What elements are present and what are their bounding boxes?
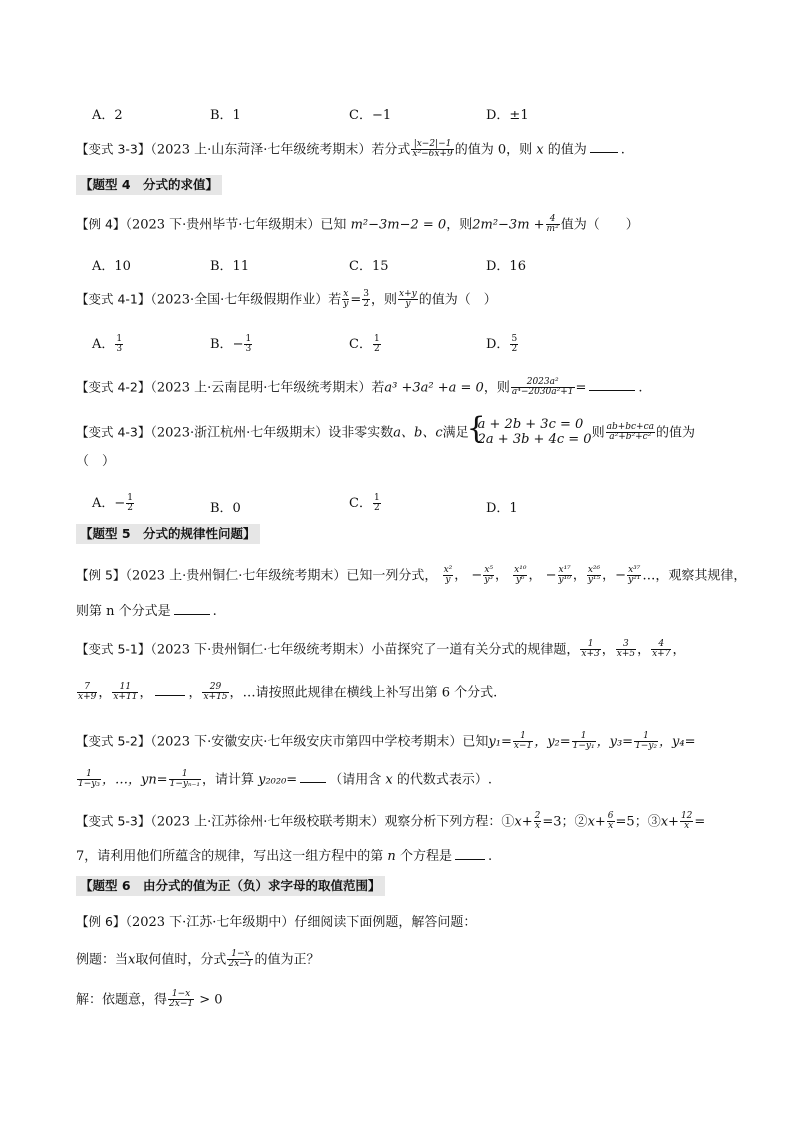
fraction: $\frac{x+y}{y}$	[399, 289, 417, 310]
option-c: C．15	[349, 259, 389, 274]
question-4-3	[76, 418, 695, 448]
fraction: $\frac{ab+bc+ca}{\text{a²+b²+c²}}$	[606, 422, 654, 443]
text: .	[620, 142, 625, 158]
question-source: （2023 下·贵州毕节·七年级期末）	[125, 217, 321, 233]
option-c: C． $\frac{1}{2}$	[349, 492, 380, 513]
option-d: D．16	[486, 259, 526, 274]
fraction: $\frac{4}{\text{m²}}$	[546, 214, 559, 235]
text: =	[350, 292, 362, 308]
example-problem: 例题：当x取何值时，分式 $\frac{1-x}{2x-1}$ 的值为正？	[76, 949, 320, 970]
answer-blank[interactable]	[174, 613, 210, 615]
question-5-1-line2: $\frac{7}{x+9}$ ， $\frac{11}{x+11}$ ， ， $\frac{29}{x+15}$ ，…请按照此规律在横线上补写出第 6 个分式.	[78, 682, 498, 703]
example-5-line2: 则第 n 个分式是 .	[76, 604, 217, 619]
option-b: B．1	[210, 108, 241, 123]
text: 的值为 0，则	[454, 142, 533, 158]
question-source: （2023·全国·七年级假期作业）	[150, 292, 329, 308]
question-5-3-line2: 7，请利用他们所蕴含的规律，写出这一组方程中的第 n 个方程是 .	[76, 849, 493, 864]
text: 已知一列分式，	[346, 568, 438, 584]
question-source: （2023·浙江杭州·七年级期末）	[150, 425, 329, 441]
example-4	[76, 215, 639, 235]
question-source: （2023 上·江苏徐州·七年级校联考期末）	[150, 814, 385, 830]
question-tag: 【例 4】	[76, 216, 126, 232]
option-b: B．11	[210, 259, 250, 274]
question-tag: 【变式 3-3】	[76, 141, 151, 157]
option-d: D． $\frac{5}{2}$	[486, 333, 518, 354]
option-a: A．10	[92, 259, 131, 274]
fraction: $\frac{x}{y}$	[343, 289, 349, 310]
equation: m²−3m−2 = 0	[350, 217, 447, 233]
text: 若分式	[371, 142, 411, 158]
option-d: D．1	[486, 501, 518, 516]
section-header-5: 【题型 5 分式的规律性问题】	[76, 524, 260, 544]
answer-blank[interactable]	[589, 389, 635, 391]
text: 则	[591, 425, 605, 441]
question-source: （2023 上·贵州铜仁·七年级统考期末）	[125, 568, 347, 584]
text: 若	[371, 380, 385, 396]
text: 的值为	[656, 425, 696, 441]
question-4-2	[76, 378, 643, 398]
solution: 解：依题意，得 $\frac{1-x}{2x-1}$ > 0	[76, 989, 223, 1010]
option-a: A． $\frac{1}{3}$	[92, 333, 123, 354]
option-a: A．− $\frac{1}{2}$	[92, 492, 134, 513]
fraction-sequence: $\frac{\text{x²}}{y}$ ， − $\frac{\text{x⁵}}{\text{y³}}$ ， $\frac{\text{x¹⁰}}{\text{y⁶}}$ ， − $\frac{\text{x¹⁷}}{\text{y¹⁰}}$ ， $\frac{\text{x²⁶}}{\text{y¹⁵}}$ ，− $\frac{\text{x³⁷}}{\text{y²¹}}$	[443, 565, 641, 586]
option-d: D．±1	[486, 108, 529, 123]
text: ，则	[446, 217, 473, 233]
question-tag: 【变式 4-3】	[76, 424, 151, 440]
question-source: （2023 下·安徽安庆·七年级安庆市第四中学校考期末）	[150, 734, 463, 750]
text: 满足	[442, 425, 469, 441]
question-source: （2023 上·山东菏泽·七年级统考期末）	[150, 142, 372, 158]
question-tag: 【变式 5-2】	[76, 733, 151, 749]
section-header-4: 【题型 4 分式的求值】	[76, 175, 222, 195]
answer-blank[interactable]	[155, 694, 185, 696]
question-4-1	[76, 290, 497, 310]
question-tag: 【变式 4-2】	[76, 379, 151, 395]
fraction: $\frac{|x-2|-1}{\text{x²−6x+9}}$	[412, 139, 453, 160]
text: 的值为（ ）	[418, 292, 497, 308]
fraction: $\frac{\text{2023a²}}{\text{a⁴−2030a²+1}}$	[511, 377, 574, 398]
option-b: B．− $\frac{1}{3}$	[210, 333, 252, 354]
equation-system: { a + 2b + 3c = 0 2a + 3b + 4c = 0	[469, 418, 592, 448]
variables: a、b、c	[393, 425, 443, 441]
answer-blank[interactable]	[455, 858, 485, 860]
question-5-2-line2: $\frac{1}{\text{1−y₃}}$ ，…，yn= $\frac{1}{\text{1−yₙ₋₁}}$ ，请计算 y₂₀₂₀= （请用含 x 的代数式表示）.	[78, 769, 492, 790]
question-5-2: 【变式 5-2】（2023 下·安徽安庆·七年级安庆市第四中学校考期末）已知y₁= $\frac{1}{x-1}$ ，y₂= $\frac{1}{\text{1−y₁}}$ ，y₃= $\frac{1}{\text{1−y₂}}$ ，y₄=	[76, 731, 696, 752]
equation: a³ +3a² +a = 0	[384, 380, 484, 396]
variable: x	[536, 142, 544, 158]
answer-blank[interactable]	[300, 781, 326, 783]
question-5-1: 【变式 5-1】（2023 下·贵州铜仁·七年级统考期末）小苗探究了一道有关分式的规律题， $\frac{1}{x+3}$ ， $\frac{3}{x+5}$ ， $\frac{4}{x+7}$ ，	[76, 639, 686, 660]
option-c: C．−1	[349, 108, 392, 123]
text: 若	[328, 292, 342, 308]
text: .	[638, 380, 643, 396]
question-source: （2023 下·江苏·七年级期中）	[125, 915, 295, 930]
answer-blank[interactable]	[590, 151, 618, 153]
option-b: B．0	[210, 501, 241, 516]
text: =	[575, 380, 587, 396]
section-header-6: 【题型 6 由分式的值为正（负）求字母的取值范围】	[76, 876, 385, 896]
example-6: 【例 6】（2023 下·江苏·七年级期中）仔细阅读下面例题，解答问题：	[76, 914, 477, 930]
text: 的值为	[547, 142, 587, 158]
question-tag: 【变式 4-1】	[76, 291, 151, 307]
text: 小苗探究了一道有关分式的规律题，	[371, 642, 580, 658]
question-tag: 【例 6】	[76, 914, 126, 929]
text: ，则	[371, 292, 398, 308]
question-tag: 【例 5】	[76, 567, 126, 583]
text: 设非零实数	[328, 425, 394, 441]
question-source: （2023 上·云南昆明·七年级统考期末）	[150, 380, 372, 396]
question-tag: 【变式 5-1】	[76, 641, 151, 657]
example-5	[76, 566, 746, 586]
text: 值为（ ）	[560, 217, 639, 233]
question-5-3: 【变式 5-3】（2023 上·江苏徐州·七年级校联考期末）观察分析下列方程：①x+ $\frac{2}{x}$ =3；②x+ $\frac{6}{x}$ =5；③x+ $\frac{12}{x}$ =	[76, 811, 706, 832]
option-a: A．2	[92, 108, 123, 123]
text: …，观察其规律，	[642, 568, 747, 584]
option-c: C． $\frac{1}{2}$	[349, 333, 380, 354]
text: ，则	[483, 380, 510, 396]
answer-paren: （ ）	[76, 454, 116, 469]
fraction: $\frac{3}{2}$	[363, 289, 369, 310]
question-tag: 【变式 5-3】	[76, 813, 151, 829]
text: 已知	[320, 217, 347, 233]
question-source: （2023 下·贵州铜仁·七年级统考期末）	[150, 642, 372, 658]
equation: 2m²−3m +	[472, 217, 545, 233]
question-3-3	[76, 140, 625, 160]
